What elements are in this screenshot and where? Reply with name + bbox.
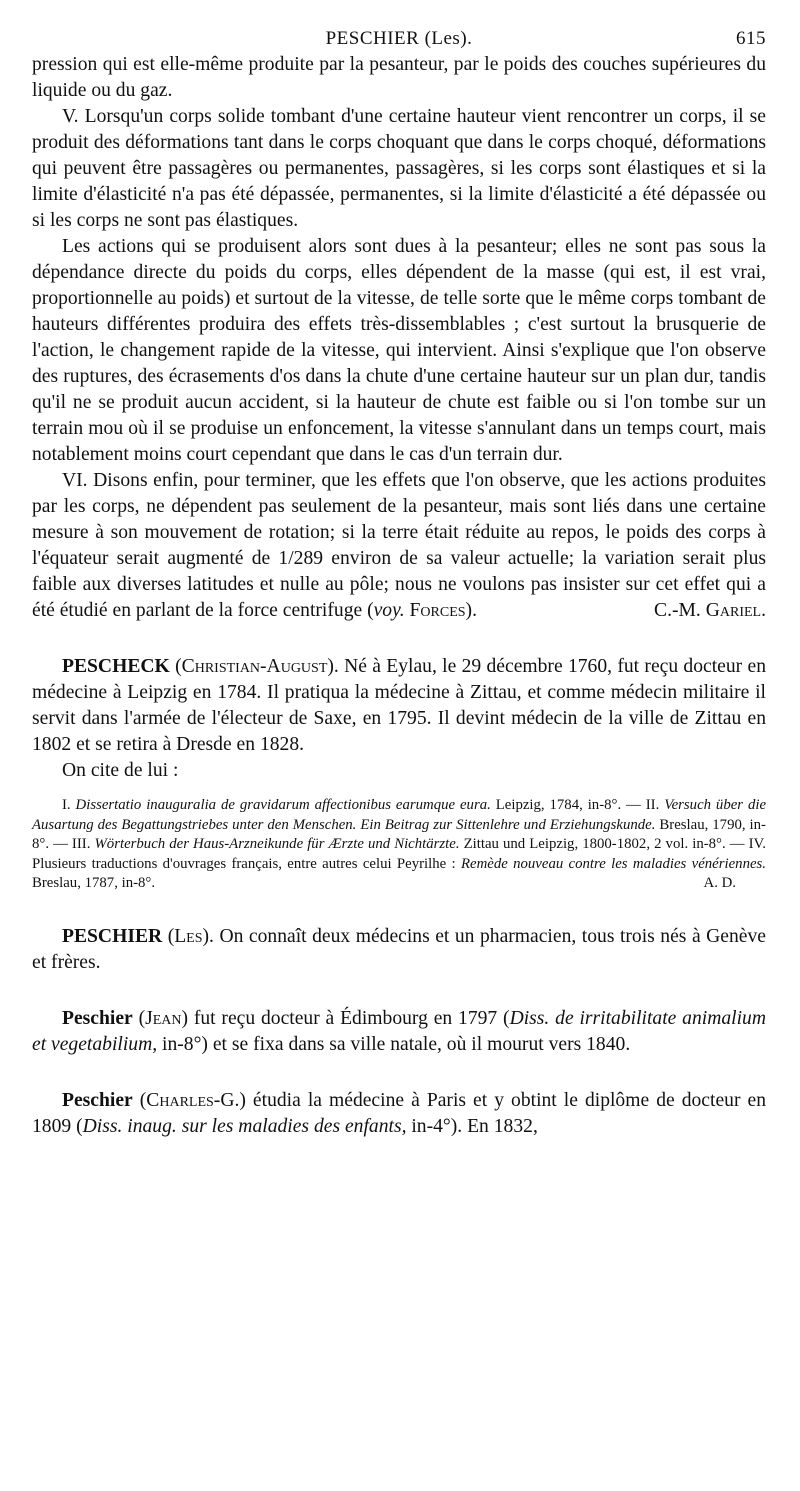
entry-peschier-charles (32, 1088, 766, 1140)
bib-number: I. (62, 797, 76, 813)
entry-text: étudia la médecine à Paris et y obtint le diplôme de docteur en 1809 ( (32, 1089, 766, 1137)
entry-forenames: (Christian-August). (175, 656, 339, 677)
thesis-title: Diss. de irritabilitate animalium et vegetabilium, (32, 1007, 766, 1055)
author-signature: C.-M. Gariel. (654, 600, 766, 621)
paragraph: V. Lorsqu'un corps solide tombant d'une certaine hauteur vient rencontrer un corps, il se produit des déformations tant dans le corps choquant que dans le corps choqué, déformations qui peuvent être passagères ou permanentes, passagères, si les corps sont élastiques et si la limite d'élasticité n'a pas été dépassée, permanentes, si la limite d'élasticité a été dépassée ou si les corps ne sont pas élastiques. (32, 106, 766, 231)
entry-text: in-8°) et se fixa dans sa ville natale, où il mourut vers 1840. (157, 1033, 631, 1055)
paragraph (32, 468, 766, 624)
cross-reference: Forces (404, 600, 466, 621)
bib-text: Breslau, 1790, in-8°. — III. (32, 816, 766, 853)
paragraph-text: ). (465, 600, 477, 621)
paragraph: pression qui est elle-même produite par la pesanteur, par le poids des couches supérieures du liquide ou du gaz. (32, 54, 766, 101)
spacer (32, 976, 766, 1006)
bib-title: Dissertatio inauguralia de gravidarum affectionibus earumque eura. (75, 797, 491, 813)
entry-text: On connaît deux médecins et un pharmacien, tous trois nés à Genève et frères. (32, 925, 766, 973)
voy-abbrev: voy. (373, 600, 405, 621)
entry-headword: Peschier (62, 1089, 133, 1111)
entry-forenames: (Charles-G.) (139, 1089, 246, 1111)
cite-intro: On cite de lui : (62, 760, 179, 781)
bib-text: Zittau und Leipzig, 1800-1802, 2 vol. in-8°. — IV. Plusieurs traductions d'ouvrages français, entre autres celui Peyrilhe : (32, 836, 766, 872)
spacer (32, 784, 766, 796)
bib-text: Breslau, 1787, in-8°. (32, 875, 156, 892)
entry-peschier (32, 924, 766, 976)
entry-headword: PESCHECK (62, 656, 170, 677)
paragraph: Les actions qui se produisent alors sont dues à la pesanteur; elles ne sont pas sous la dépendance directe du poids du corps, elles dépendent de la masse (qui est, il est vrai, proportionnelle au poids) et surtout de la vitesse, de telle sorte que le même corps tombant de hauteurs différentes produira des effets très-dissemblables ; c'est surtout la brusquerie de l'action, le changement rapide de la vitesse, qui intervient. Ainsi s'explique que l'on observe des ruptures, des écrasements d'os dans la chute d'une certaine hauteur sur un plan dur, tandis qu'il ne se produit aucun accident, si la hauteur de chute est faible ou si l'on tombe sur un terrain mou où il se produise un enfoncement, la vitesse s'annulant dans un temps court, mais notablement moins court cependant que dans le cas d'un terrain dur. (32, 236, 766, 465)
entry-headword: PESCHIER (62, 925, 163, 947)
entry-headword: Peschier (62, 1007, 133, 1029)
entry-forenames: (Jean) (138, 1007, 189, 1029)
author-signature: A. D. (703, 875, 736, 892)
entry-text: Né à Eylau, le 29 décembre 1760, fut reçu docteur en médecine à Leipzig en 1784. Il pratiqua la médecine à Zittau, et comme médecin militaire il servit dans l'armée de l'électeur de Saxe, en 1795. Il devint médecin de la ville de Zittau en 1802 et se retira à Dresde en 1828. (32, 656, 766, 755)
thesis-title: Diss. inaug. sur les maladies des enfants, (82, 1115, 407, 1137)
page (32, 26, 766, 1140)
bib-title: Remède nouveau contre les maladies vénériennes. (460, 855, 766, 872)
paragraph-text: VI. Disons enfin, pour terminer, que les effets que l'on observe, que les actions produites par les corps, ne dépendent pas seulement de la pesanteur, mais sont liés dans une certaine mesure à son mouvement de rotation; si la terre était réduite au repos, le poids des corps à l'équateur serait augmenté de 1/289 environ de sa valeur actuelle; la variation serait plus faible aux diverses latitudes et nulle au pôle; nous ne voulons pas insister sur cet effet qui a été étudié en parlant de la force centrifuge ( (32, 470, 766, 621)
spacer (32, 624, 766, 654)
running-header (32, 26, 766, 52)
page-number: 615 (736, 28, 766, 49)
header-title: PESCHIER (Les). (325, 28, 473, 49)
spacer (32, 1058, 766, 1088)
bib-title: Versuch über die Ausartung des Begattungstriebes unter den Menschen. Ein Beitrag zur Sittenlehre und Erziehungskunde. (32, 797, 767, 833)
entry-pescheck (32, 654, 766, 758)
bib-title: Wörterbuch der Haus-Arzneikunde für Ærzte und Nichtärzte. (94, 836, 460, 853)
entry-text: in-4°). En 1832, (406, 1115, 538, 1137)
entry-peschier-jean (32, 1006, 766, 1058)
entry-text: fut reçu docteur à Édimbourg en 1797 ( (188, 1007, 510, 1029)
spacer (32, 894, 766, 924)
entry-forenames: (Les). (167, 925, 214, 947)
bibliography (32, 796, 766, 894)
bib-text: Leipzig, 1784, in-8°. — II. (490, 797, 665, 813)
